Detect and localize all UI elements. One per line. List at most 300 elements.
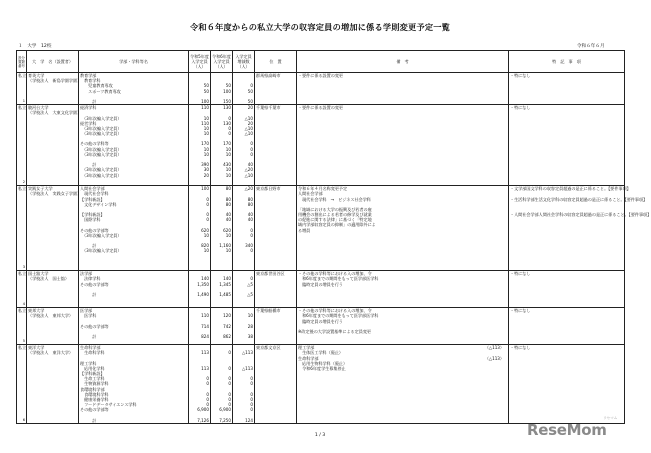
cell-line: 0	[250, 141, 253, 147]
row-departments	[79, 308, 189, 345]
cell-line: 10	[203, 151, 209, 157]
row-capacity-new	[211, 73, 233, 105]
row-capacity-new	[211, 308, 233, 345]
row-university	[27, 345, 79, 424]
header-capacity-old	[189, 51, 211, 73]
cell-line: 0	[228, 402, 231, 408]
table-row	[17, 345, 625, 424]
cell-line: 国士舘大学	[28, 271, 49, 277]
cell-line: （学校法人 新島学園学園）	[28, 78, 82, 84]
cell-line: 文化デザイン学科	[80, 201, 117, 207]
cell-line: 50	[247, 88, 253, 94]
cell-line: 0	[228, 397, 231, 402]
cell-line: （△113）	[484, 355, 504, 361]
cell-line: 10	[247, 313, 253, 319]
cell-line: 0	[250, 397, 253, 402]
cell-line: 714	[201, 323, 209, 329]
row-special-notes	[509, 271, 625, 308]
cell-line: 0	[228, 115, 231, 121]
category-count: １ 大学 12校	[18, 44, 52, 49]
cell-line: 10	[225, 167, 231, 173]
resemom-logo: ReseMom	[527, 421, 607, 439]
row-remarks	[297, 345, 509, 424]
cell-line: 和6年度までの期間をもって医学部医学科	[298, 313, 379, 319]
cell-line: 0	[250, 381, 253, 387]
table-row	[17, 308, 625, 345]
cell-line: 法学部	[80, 271, 93, 277]
row-special-notes	[509, 105, 625, 186]
cell-line: 0	[206, 381, 209, 387]
cell-line: 100	[201, 98, 209, 104]
cell-line: ・その他の学科等における入の増加、令	[298, 308, 372, 314]
cell-line: 0	[250, 376, 253, 382]
cell-line: 0	[206, 397, 209, 402]
cell-line: 20	[247, 105, 253, 111]
cell-line: 和6年度までの期間をもって医学部医学科	[298, 276, 379, 282]
row-capacity-change	[233, 73, 255, 105]
cell-line: 0	[206, 201, 209, 207]
cell-line: △10	[244, 115, 253, 121]
cell-line: 40	[225, 212, 231, 218]
cell-line: 1,485	[219, 291, 231, 297]
row-capacity-new	[211, 105, 233, 186]
resemom-logo-sub: リセマム	[603, 416, 618, 420]
cell-line: 1,345	[219, 281, 231, 287]
cell-line: 742	[223, 323, 231, 329]
cell-line: 理工学部	[298, 345, 315, 351]
cell-line: 児童教育専攻	[80, 83, 113, 89]
cell-line: スポーツ教育専攻	[80, 88, 121, 94]
cell-line: 生体医工学科（廃止）	[298, 350, 344, 356]
row-capacity-change	[233, 345, 255, 424]
row-departments	[79, 186, 189, 271]
cell-line: 80	[225, 196, 231, 202]
cell-line: （3年次編入学定員）	[80, 172, 122, 178]
header-row	[17, 51, 625, 73]
cell-line: 群馬県高崎市	[256, 73, 281, 78]
row-capacity-new	[211, 186, 233, 271]
cell-line: 教育学科	[80, 78, 101, 84]
cell-line: 50	[225, 83, 231, 89]
row-special-notes	[509, 186, 651, 271]
cell-line: 1,160	[219, 243, 231, 249]
row-capacity-old	[189, 345, 211, 424]
cell-line: 50	[203, 88, 209, 94]
cell-line: △10	[244, 131, 253, 137]
cell-line: 80	[225, 186, 231, 192]
cell-line: 0	[206, 402, 209, 408]
row-category	[17, 73, 27, 105]
row-departments	[79, 271, 189, 308]
row-category	[17, 105, 27, 186]
cell-line: 620	[223, 227, 231, 233]
row-capacity-change	[233, 105, 255, 186]
cell-line: ・要件に係る設置の変更	[298, 105, 344, 111]
cell-line: 820	[201, 243, 209, 249]
cell-line: 6,900	[219, 407, 231, 413]
cell-line: 10	[203, 232, 209, 238]
cell-line: 計	[80, 98, 97, 104]
cell-line: 国際学科	[80, 217, 101, 223]
cell-line: その他の学科等	[80, 141, 109, 147]
cell-line: 教育学部	[80, 73, 97, 78]
cell-line: 0	[228, 131, 231, 137]
cell-line: ・人間社会学部人間社会学科の収容定員超過の是正に係ること。【要件事項】	[510, 212, 651, 218]
cell-line: △20	[244, 186, 253, 192]
cell-line: 0	[250, 407, 253, 413]
cell-line: 駿河台大学	[28, 105, 49, 111]
table-row	[17, 73, 625, 105]
cell-line: 令和６年４月名称変更予定	[298, 186, 348, 192]
row-category	[17, 271, 27, 308]
cell-line: 0	[228, 391, 231, 397]
cell-line: △10	[244, 172, 253, 178]
cell-line: 育英大学	[28, 73, 45, 78]
cell-line: （3年次編入学定員）	[80, 167, 122, 173]
cell-line: （学校法人 東洋大学）	[28, 350, 74, 356]
cell-line: （△113）	[484, 345, 504, 351]
cell-line: 430	[223, 162, 231, 168]
cell-line: 170	[201, 141, 209, 147]
cell-line: ・特になし	[510, 308, 531, 314]
row-index: 3	[22, 264, 25, 269]
cell-line: △10	[244, 125, 253, 131]
cell-line: 東邦大学	[28, 308, 45, 314]
cell-line: 臨時定員の増員を行う	[298, 281, 344, 287]
cell-line: 現代社会学科	[80, 191, 109, 197]
cell-line: （学校法人 国士舘）	[28, 276, 69, 282]
cell-line: 1,350	[197, 281, 209, 287]
page-number: 1 / 3	[314, 433, 326, 438]
header-capacity-old-label: 令和5年度入学定員	[190, 53, 209, 64]
cell-line: 20	[247, 120, 253, 126]
cell-line: 計	[80, 243, 97, 249]
cell-line: 0	[250, 227, 253, 233]
row-departments	[79, 73, 189, 105]
cell-line: の促進に関する法律」に基づく「特定地	[298, 217, 372, 223]
cell-line: その他の学部等	[80, 407, 109, 413]
header-no: 設分置類番号	[17, 51, 27, 73]
row-remarks	[297, 105, 509, 186]
row-capacity-old	[189, 105, 211, 186]
cell-line: 113	[201, 365, 209, 371]
cell-line: 応用生物科学科（廃止）	[298, 360, 348, 366]
row-special-notes	[509, 345, 625, 424]
cell-line: （3年次編入学定員）	[80, 131, 122, 137]
cell-line: （3年次編入学定員）	[80, 115, 122, 121]
cell-line: 【学科新設】	[80, 371, 105, 377]
cell-line: ・特になし	[510, 345, 531, 351]
cell-line: 10	[203, 131, 209, 137]
cell-line: 130	[223, 120, 231, 126]
cell-line: 応用化学科	[80, 365, 105, 371]
cell-line: 862	[223, 334, 231, 340]
header-capacity-change-label: 入学定員増減数	[235, 53, 252, 64]
cell-line: 千葉県千葉市	[256, 105, 281, 111]
cell-line: 人間社会学部	[298, 191, 323, 197]
cell-line: 110	[201, 105, 209, 111]
cell-line: 計	[80, 162, 97, 168]
row-capacity-change	[233, 271, 255, 308]
cell-line: 医学部	[80, 308, 93, 314]
row-university	[27, 73, 82, 105]
cell-line: 経営学科	[80, 120, 97, 126]
cell-line: 私立	[18, 271, 27, 277]
cell-line: 生命科学部	[298, 355, 319, 361]
cell-line: 0	[250, 146, 253, 152]
cell-line: 40	[247, 162, 253, 168]
cell-line: 110	[201, 313, 209, 319]
cell-line: 0	[228, 365, 231, 371]
cell-line: 【学科新設】	[80, 196, 105, 202]
cell-line: 620	[201, 227, 209, 233]
row-index: 5	[22, 338, 25, 343]
cell-line: ・特になし	[510, 73, 531, 78]
cell-line: 38	[247, 334, 253, 340]
cell-line: 50	[203, 83, 209, 89]
cell-line: その他の学部等	[80, 281, 109, 287]
cell-line: 私立	[18, 105, 27, 111]
cell-line: 7,250	[219, 417, 231, 423]
header-department: 学部・学科等名	[79, 51, 189, 73]
row-category	[17, 345, 27, 424]
row-index: 2	[22, 179, 25, 184]
cell-line: 東京都世田谷区	[256, 271, 285, 277]
cell-line: 東京都文京区	[256, 345, 281, 351]
cell-line: 食環境科学部	[80, 386, 105, 392]
cell-line: △5	[247, 291, 253, 297]
cell-line: 医学科	[80, 313, 97, 319]
unit-label: （人）	[193, 64, 206, 70]
row-university	[27, 186, 82, 271]
cell-line: 私立	[18, 345, 27, 351]
cell-line: 390	[201, 162, 209, 168]
cell-line: 計	[80, 334, 97, 340]
header-remarks: 備 考	[297, 51, 509, 73]
cell-line: 0	[228, 350, 231, 356]
cell-line: 理工学科	[80, 360, 97, 366]
header-location: 位 置	[255, 51, 297, 73]
cell-line: 10	[225, 151, 231, 157]
cell-line: （3年次編入学定員）	[80, 151, 122, 157]
cell-line: 10	[225, 232, 231, 238]
row-capacity-old	[189, 308, 211, 345]
cell-line: 100	[201, 186, 209, 192]
cell-line: △113	[242, 350, 253, 356]
cell-line: △5	[247, 281, 253, 287]
cell-line: 計	[80, 291, 97, 297]
cell-line: 80	[225, 201, 231, 207]
row-remarks	[297, 186, 509, 271]
cell-line: ・文学部国文学科の収容定員超過の是正に係ること。【要件事項】	[510, 186, 631, 192]
cell-line: 113	[201, 350, 209, 356]
cell-line: 124	[245, 417, 253, 423]
cell-line: 50	[247, 98, 253, 104]
cell-line: 用機会の創出による若者の修学及び就業	[298, 212, 372, 218]
cell-line: 80	[247, 196, 253, 202]
table-row	[17, 271, 625, 308]
row-location	[255, 186, 297, 271]
cell-line: 0	[206, 217, 209, 223]
cell-line: 現代社会学科 → ビジネス社会学科	[298, 196, 371, 202]
row-capacity-change	[233, 186, 255, 271]
cell-line: 10	[225, 248, 231, 254]
page-title: 令和６年度からの私立大学の収容定員の増加に係る学則変更予定一覧	[189, 22, 450, 32]
cell-line: 私立	[18, 186, 27, 192]
cell-line: ・特になし	[510, 271, 531, 277]
row-location	[255, 73, 297, 105]
cell-line: 0	[250, 83, 253, 89]
cell-line: 0	[250, 276, 253, 282]
cell-line: その他の学部等	[80, 323, 109, 329]
cell-line: 計	[80, 417, 97, 423]
cell-line: 実践女子大学	[28, 186, 53, 192]
cell-line: 私立	[18, 73, 27, 78]
row-capacity-change	[233, 308, 255, 345]
cell-line: （学校法人 東邦大学）	[28, 313, 74, 319]
cell-line: 0	[206, 376, 209, 382]
cell-line: ※改定後の大学設置基準による定員変更	[298, 328, 372, 334]
row-location	[255, 105, 297, 186]
cell-line: 健康栄養学科	[80, 397, 109, 402]
cell-line: 0	[228, 125, 231, 131]
cell-line: 生命科学科	[80, 350, 105, 356]
cell-line: 域内学部収容定員の抑制」の適用除外によ	[298, 222, 376, 228]
cell-line: 0	[250, 248, 253, 254]
cell-line: ・特になし	[510, 105, 531, 111]
cell-line: 食環境科学科	[80, 391, 109, 397]
cell-line: 140	[223, 276, 231, 282]
row-index: 1	[22, 98, 25, 103]
cell-line: 0	[228, 376, 231, 382]
cell-line: 10	[225, 146, 231, 152]
row-university	[27, 308, 79, 345]
cell-line: その他の学部等	[80, 227, 109, 233]
cell-line: 40	[247, 217, 253, 223]
cell-line: 【学科新設】	[80, 212, 105, 218]
table-row	[17, 105, 625, 186]
cell-line: 0	[228, 381, 231, 387]
header-university: 大 学 名（設置者）	[27, 51, 79, 73]
cell-line: 東京都日野市	[256, 186, 281, 192]
cell-line: 0	[206, 391, 209, 397]
cell-line: 生命工学科	[80, 376, 105, 382]
cell-line: （3年次編入学定員）	[80, 125, 122, 131]
cell-line: 10	[203, 248, 209, 254]
row-remarks	[297, 308, 509, 345]
header-special-notes: 特 記 事 項	[509, 51, 625, 73]
row-category	[17, 308, 27, 345]
cell-line: △20	[244, 167, 253, 173]
cell-line: 臨時定員の増員を行う	[298, 318, 344, 324]
cell-line: 私立	[18, 308, 27, 314]
cell-line: （3年次編入学定員）	[80, 146, 122, 152]
cell-line: 法律学科	[80, 276, 101, 282]
cell-line: 生物資源学科	[80, 381, 109, 387]
cell-line: る増員	[298, 227, 311, 233]
row-remarks	[297, 73, 509, 105]
row-location	[255, 345, 297, 424]
cell-line: 140	[201, 276, 209, 282]
cell-line: 0	[250, 402, 253, 408]
row-location	[255, 271, 297, 308]
cell-line: △113	[242, 365, 253, 371]
cell-line: 120	[223, 313, 231, 319]
table-row	[17, 186, 625, 271]
cell-line: 110	[201, 120, 209, 126]
header-capacity-new-label: 令和6年度入学定員	[212, 53, 231, 64]
cell-line: 170	[223, 141, 231, 147]
cell-line: 10	[203, 125, 209, 131]
cell-line: 0	[206, 196, 209, 202]
header-capacity-change	[233, 51, 255, 73]
row-special-notes	[509, 308, 625, 345]
header-capacity-new	[211, 51, 233, 73]
cell-line: ・生活科学部生活文化学科の収容定員超過の是正に係ること。【要件事項】	[510, 196, 648, 202]
university-list-table	[16, 50, 651, 424]
unit-label: （人）	[215, 64, 228, 70]
row-location	[255, 308, 297, 345]
cell-line: 20	[203, 172, 209, 178]
cell-line: 1,490	[197, 291, 209, 297]
cell-line: 生命科学部	[80, 345, 101, 351]
row-index: 4	[22, 301, 25, 306]
cell-line: 「地域における大学の振興及び若者の雇	[298, 206, 372, 212]
unit-label: （人）	[237, 64, 250, 70]
row-index: 6	[22, 417, 25, 422]
cell-line: 10	[203, 146, 209, 152]
row-capacity-old	[189, 186, 211, 271]
cell-line: 0	[250, 391, 253, 397]
row-departments	[79, 345, 189, 424]
cell-line: ・その他の学科等における入の増加、令	[298, 271, 372, 277]
cell-line: 10	[225, 172, 231, 178]
cell-line: 130	[223, 105, 231, 111]
cell-line: 340	[245, 243, 253, 249]
cell-line: 150	[223, 98, 231, 104]
cell-line: 経済学科	[80, 105, 97, 111]
cell-line: 80	[247, 201, 253, 207]
cell-line: 40	[225, 217, 231, 223]
row-capacity-new	[211, 271, 233, 308]
cell-line: フードデータサイエンス学科	[80, 402, 137, 408]
cell-line: 千葉県船橋市	[256, 308, 281, 314]
cell-line: （学校法人 実践女子学園）	[28, 191, 82, 197]
document-date: 令和６年６月	[577, 44, 605, 49]
row-remarks	[297, 271, 509, 308]
row-category	[17, 186, 27, 271]
row-university	[27, 105, 82, 186]
table-body	[17, 73, 651, 424]
cell-line: 0	[206, 212, 209, 218]
cell-line: 0	[250, 232, 253, 238]
cell-line: 人間社会学部	[80, 186, 105, 192]
cell-line: 10	[203, 115, 209, 121]
cell-line: （3年次編入学定員）	[80, 232, 122, 238]
cell-line: （学校法人 大東文化学園）	[28, 110, 82, 116]
cell-line: 令和6年度学生募集停止	[298, 365, 346, 371]
row-remarks-changes	[485, 345, 504, 361]
cell-line: ・要件に係る設置の変更	[298, 73, 344, 78]
cell-line: 30	[203, 167, 209, 173]
cell-line: 東洋大学	[28, 345, 45, 351]
row-university	[27, 271, 79, 308]
cell-line: 7,126	[197, 417, 209, 423]
cell-line: 824	[201, 334, 209, 340]
cell-line: 6,900	[197, 407, 209, 413]
row-departments	[79, 105, 189, 186]
cell-line: 28	[247, 323, 253, 329]
